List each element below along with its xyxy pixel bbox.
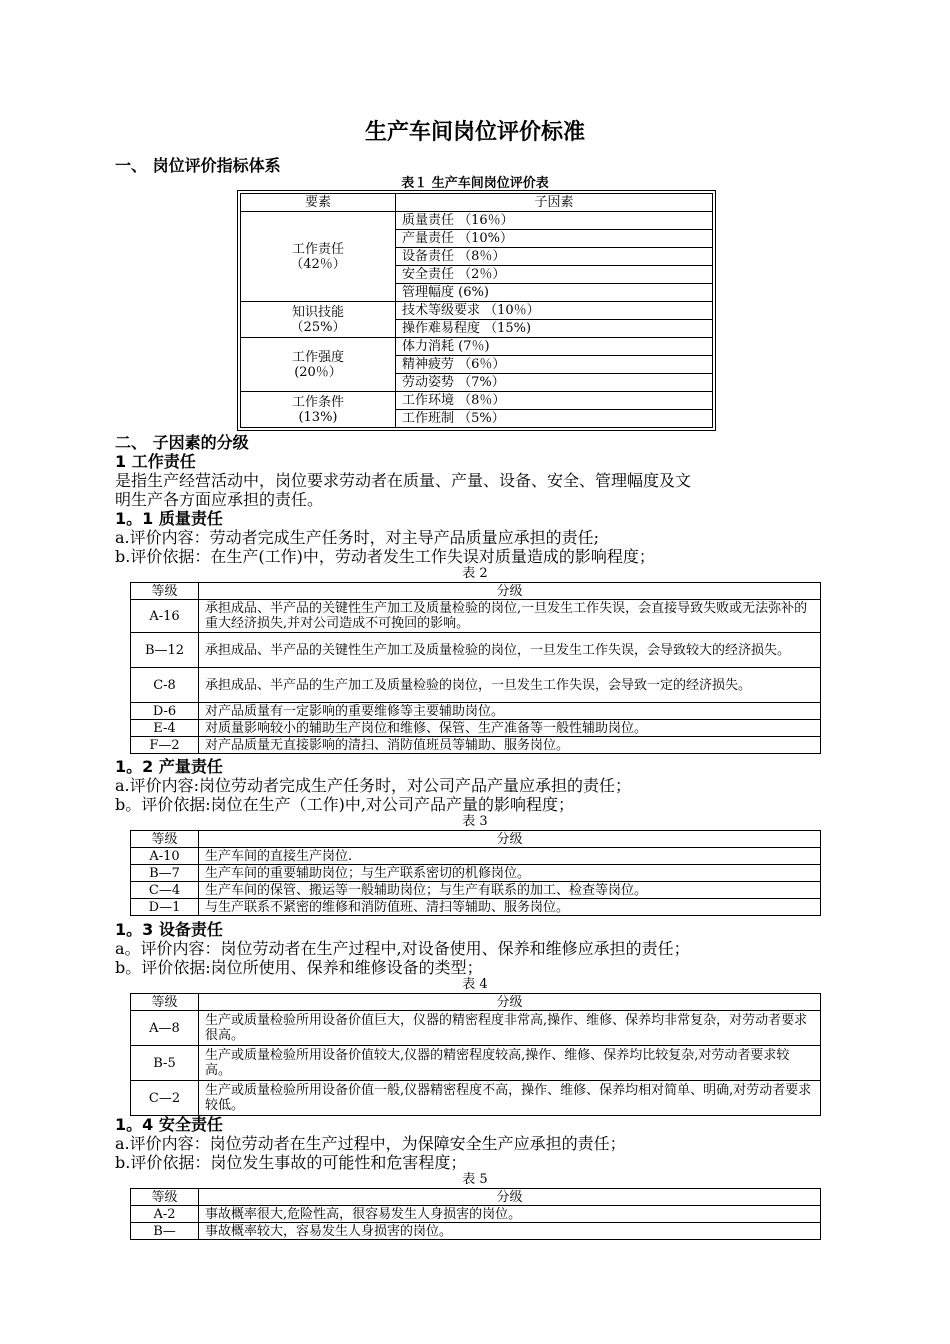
table5-safety-grades [130, 1188, 821, 1240]
desc-cell: 生产车间的直接生产岗位. [199, 848, 821, 865]
heading-equipment: 1。3 设备责任 [115, 920, 223, 939]
intro-paragraph-line-2: 明生产各方面应承担的责任。 [115, 490, 324, 509]
desc-cell: 生产或质量检验所用设备价值巨大，仪器的精密程度非常高,操作、维修、保养均非常复杂，对劳动者要求很高。 [199, 1011, 821, 1046]
table1-caption: 表１ 生产车间岗位评价表 [401, 176, 549, 191]
table-row [131, 1011, 821, 1046]
factor-cell [241, 338, 396, 392]
grade-cell: F—2 [131, 737, 199, 754]
grade-cell: B-5 [131, 1046, 199, 1081]
section-heading-1: 一、 岗位评价指标体系 [115, 156, 281, 175]
table1-evaluation-table [240, 193, 713, 428]
output-criteria-a: a.评价内容:岗位劳动者完成生产任务时，对公司产品产量应承担的责任； [115, 776, 632, 795]
table-row [131, 899, 821, 916]
table-row [131, 737, 821, 754]
table-row [131, 1223, 821, 1240]
subfactor-cell: 设备责任 （8％） [396, 248, 713, 266]
subfactor-cell: 操作难易程度 （15%) [396, 320, 713, 338]
heading-safety: 1。4 安全责任 [115, 1115, 223, 1134]
subfactor-cell: 工作班制 （5%） [396, 410, 713, 428]
factor-weight: (20％） [294, 364, 342, 380]
desc-cell: 承担成品、半产品的关键性生产加工及质量检验的岗位，一旦发生工作失误，会导致较大的经济损失。 [199, 633, 821, 668]
subfactor-cell: 劳动姿势 （7%） [396, 374, 713, 392]
header-level: 分级 [199, 831, 821, 848]
section-heading-2: 二、 子因素的分级 [115, 433, 249, 452]
factor-name: 知识技能 [291, 304, 344, 320]
quality-criteria-b: b.评价依据：在生产(工作)中，劳动者发生工作失误对质量造成的影响程度； [115, 547, 655, 566]
equipment-criteria-b: b。评价依据:岗位所使用、保养和维修设备的类型； [115, 958, 483, 977]
desc-cell: 事故概率很大,危险性高，很容易发生人身损害的岗位。 [199, 1206, 821, 1223]
table2-quality-grades [130, 582, 821, 754]
table-header-row [241, 194, 713, 212]
table-row [241, 302, 713, 320]
grade-cell: C—2 [131, 1081, 199, 1116]
subfactor-cell: 精神疲劳 （6％） [396, 356, 713, 374]
page-title: 生产车间岗位评价标准 [364, 120, 585, 145]
table-row [131, 1081, 821, 1116]
grade-cell: A—8 [131, 1011, 199, 1046]
desc-cell: 生产车间的重要辅助岗位；与生产联系密切的机修岗位。 [199, 865, 821, 882]
grade-cell: B—12 [131, 633, 199, 668]
grade-cell: B— [131, 1223, 199, 1240]
grade-cell: C-8 [131, 668, 199, 703]
heading-work-responsibility: 1 工作责任 [115, 452, 196, 471]
desc-cell: 对质量影响较小的辅助生产岗位和维修、保管、生产准备等一般性辅助岗位。 [199, 720, 821, 737]
grade-cell: B—7 [131, 865, 199, 882]
grade-cell: A-16 [131, 600, 199, 633]
quality-criteria-a: a.评价内容：劳动者完成生产任务时，对主导产品质量应承担的责任; [115, 528, 600, 547]
heading-output: 1。2 产量责任 [115, 757, 223, 776]
grade-cell: E-4 [131, 720, 199, 737]
factor-name: 工作强度 [291, 349, 344, 365]
factor-weight: （25%） [290, 319, 346, 335]
header-grade: 等级 [131, 831, 199, 848]
subfactor-cell: 安全责任 （2％） [396, 266, 713, 284]
table-row [131, 1046, 821, 1081]
table-row [131, 720, 821, 737]
table2-caption: 表 2 [462, 566, 488, 581]
table-header-row [131, 831, 821, 848]
table-row [131, 703, 821, 720]
header-grade: 等级 [131, 1189, 199, 1206]
safety-criteria-a: a.评价内容：岗位劳动者在生产过程中，为保障安全生产应承担的责任； [115, 1134, 626, 1153]
desc-cell: 与生产联系不紧密的维修和消防值班、清扫等辅助、服务岗位。 [199, 899, 821, 916]
header-grade: 等级 [131, 994, 199, 1011]
desc-cell: 生产车间的保管、搬运等一般辅助岗位；与生产有联系的加工、检查等岗位。 [199, 882, 821, 899]
desc-cell: 生产或质量检验所用设备价值较大,仪器的精密程度较高,操作、维修、保养均比较复杂,对劳动者要求较高。 [199, 1046, 821, 1081]
subfactor-cell: 产量责任 （10%） [396, 230, 713, 248]
desc-cell: 承担成品、半产品的生产加工及质量检验的岗位，一旦发生工作失误，会导致一定的经济损失。 [199, 668, 821, 703]
header-level: 分级 [199, 994, 821, 1011]
table-row [131, 600, 821, 633]
table-header-row [131, 994, 821, 1011]
subfactor-cell: 管理幅度 (6%) [396, 284, 713, 302]
subfactor-cell: 工作环境 （8％） [396, 392, 713, 410]
factor-cell [241, 392, 396, 428]
header-factor: 要素 [241, 194, 396, 212]
header-level: 分级 [199, 583, 821, 600]
intro-paragraph-line-1: 是指生产经营活动中，岗位要求劳动者在质量、产量、设备、安全、管理幅度及文 [115, 471, 692, 490]
subfactor-cell: 质量责任 （16％） [396, 212, 713, 230]
factor-name: 工作条件 [291, 394, 344, 410]
factor-weight: (13%) [298, 409, 338, 425]
desc-cell: 生产或质量检验所用设备价值一般,仪器精密程度不高，操作、维修、保养均相对简单、明确,对劳动者要求较低。 [199, 1081, 821, 1116]
factor-name: 工作责任 [291, 241, 344, 257]
table3-output-grades [130, 830, 821, 916]
table-row [241, 212, 713, 230]
header-subfactor: 子因素 [396, 194, 713, 212]
subfactor-cell: 体力消耗 (7％) [396, 338, 713, 356]
table-row [131, 1206, 821, 1223]
table5-caption: 表 5 [462, 1172, 488, 1187]
table-row [241, 338, 713, 356]
header-level: 分级 [199, 1189, 821, 1206]
factor-cell [241, 302, 396, 338]
subfactor-cell: 技术等级要求 （10％） [396, 302, 713, 320]
table-row [241, 392, 713, 410]
desc-cell: 事故概率较大，容易发生人身损害的岗位。 [199, 1223, 821, 1240]
safety-criteria-b: b.评价依据：岗位发生事故的可能性和危害程度； [115, 1153, 467, 1172]
desc-cell: 对产品质量无直接影响的清扫、消防值班员等辅助、服务岗位。 [199, 737, 821, 754]
header-grade: 等级 [131, 583, 199, 600]
grade-cell: D—1 [131, 899, 199, 916]
table4-caption: 表 4 [462, 977, 488, 992]
table4-equipment-grades [130, 993, 821, 1116]
table-row [131, 668, 821, 703]
factor-weight: （42％） [290, 256, 346, 272]
desc-cell: 承担成品、半产品的关键性生产加工及质量检验的岗位,一旦发生工作失误，会直接导致失败或无法弥补的重大经济损失,并对公司造成不可挽回的影响。 [199, 600, 821, 633]
grade-cell: A-10 [131, 848, 199, 865]
factor-cell [241, 212, 396, 302]
desc-cell: 对产品质量有一定影响的重要维修等主要辅助岗位。 [199, 703, 821, 720]
grade-cell: A-2 [131, 1206, 199, 1223]
grade-cell: C—4 [131, 882, 199, 899]
heading-quality: 1。1 质量责任 [115, 509, 223, 528]
table-row [131, 882, 821, 899]
table-row [131, 633, 821, 668]
table-header-row [131, 1189, 821, 1206]
table-row [131, 865, 821, 882]
table-row [131, 848, 821, 865]
grade-cell: D-6 [131, 703, 199, 720]
equipment-criteria-a: a。评价内容：岗位劳动者在生产过程中,对设备使用、保养和维修应承担的责任； [115, 939, 690, 958]
table3-caption: 表 3 [462, 814, 488, 829]
output-criteria-b: b。评价依据:岗位在生产（工作)中,对公司产品产量的影响程度； [115, 795, 574, 814]
table-header-row [131, 583, 821, 600]
